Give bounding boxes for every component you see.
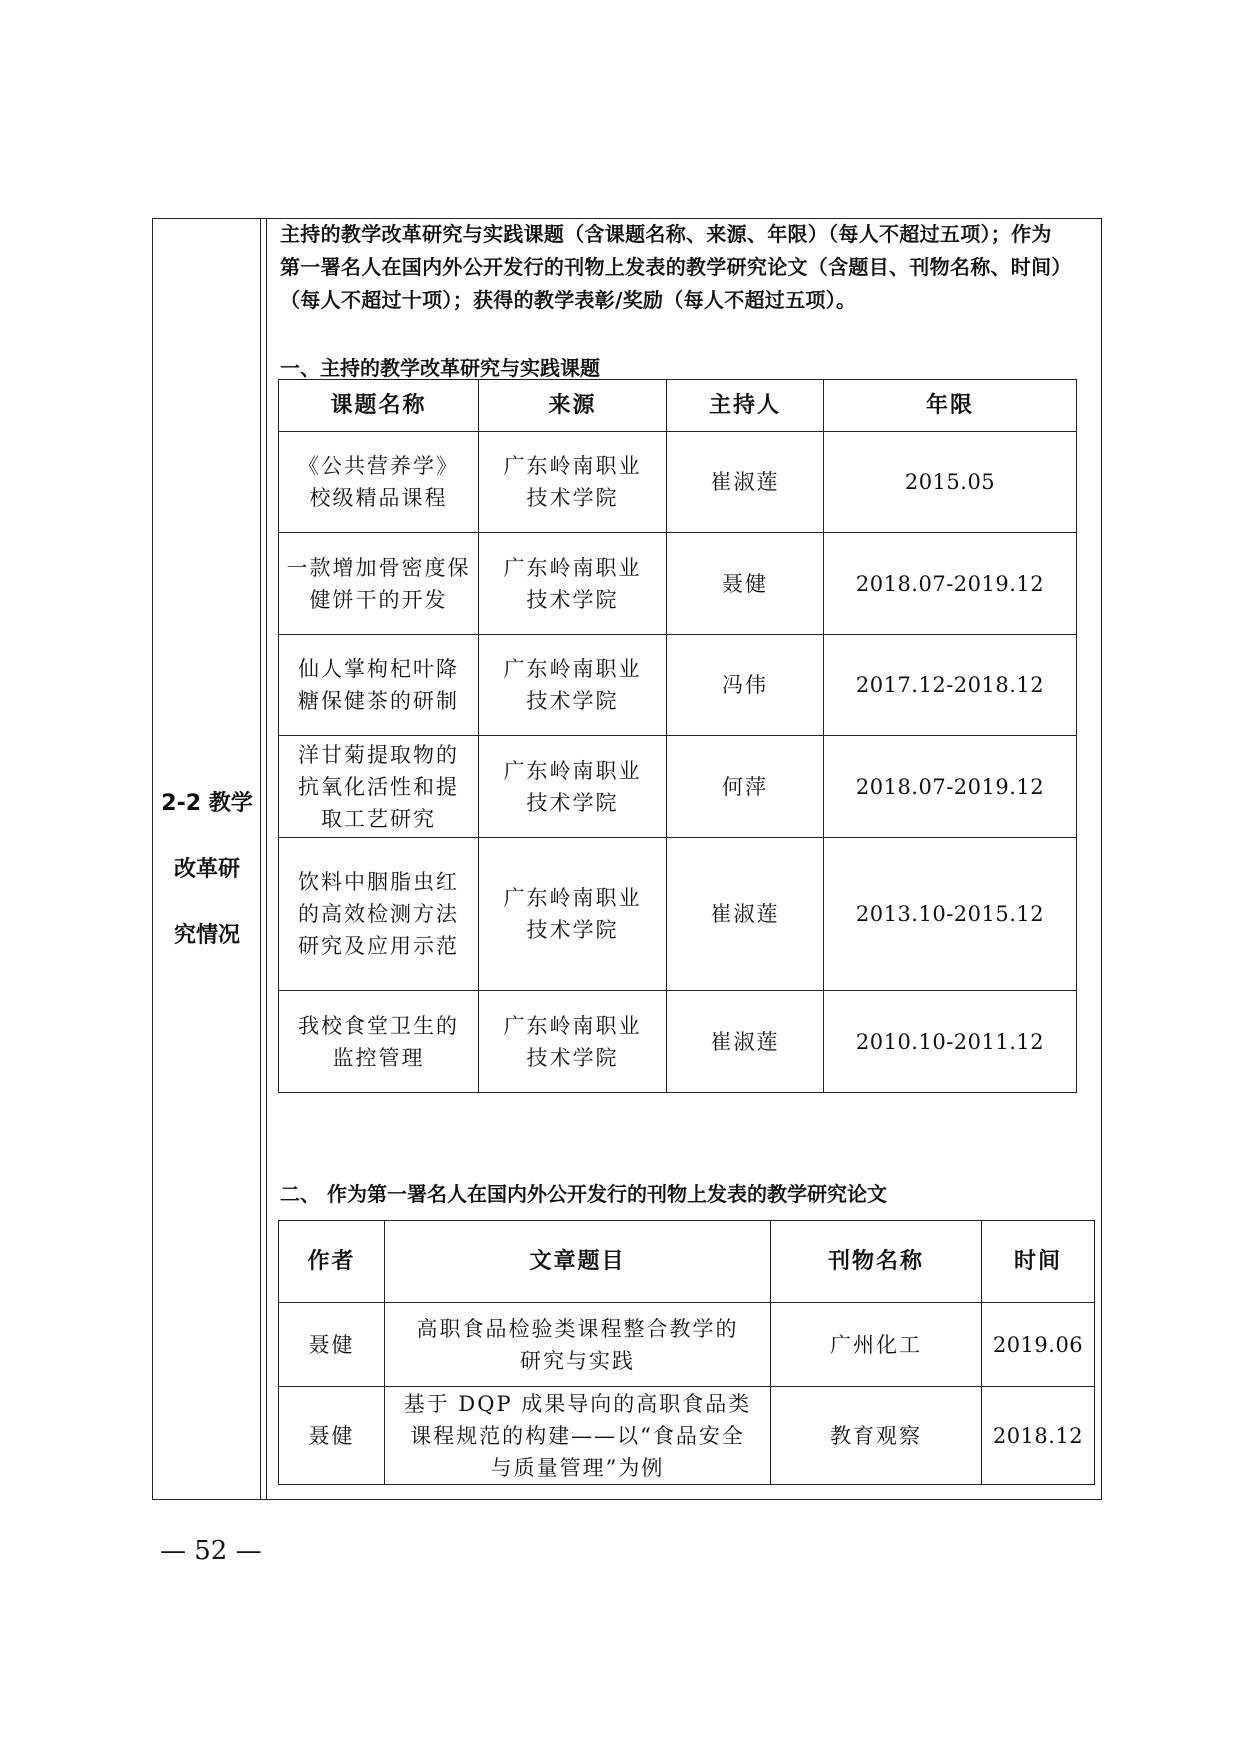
intro-instructions — [280, 218, 1102, 317]
period-cell: 2017.12-2018.12 — [824, 635, 1077, 736]
date-cell: 2018.12 — [982, 1387, 1095, 1485]
research-projects-table — [278, 379, 1077, 1093]
source-cell: 广东岭南职业 技术学院 — [479, 838, 667, 991]
project-name-cell: 饮料中胭脂虫红 的高效检测方法 研究及应用示范 — [279, 838, 479, 991]
section-label — [153, 771, 261, 969]
period-cell: 2018.07-2019.12 — [824, 533, 1077, 635]
table1-heading: 一、主持的教学改革研究与实践课题 — [280, 356, 600, 380]
table-row — [279, 635, 1077, 736]
project-name-cell: 《公共营养学》 校级精品课程 — [279, 432, 479, 533]
intro-line: （每人不超过十项）；获得的教学表彰/奖励（每人不超过五项）。 — [280, 288, 857, 312]
journal-cell: 广州化工 — [771, 1303, 982, 1387]
date-cell: 2019.06 — [982, 1303, 1095, 1387]
paper-title-cell: 基于 DQP 成果导向的高职食品类 课程规范的构建——以“食品安全 与质量管理”为例 — [385, 1387, 771, 1485]
column-header: 作者 — [279, 1221, 385, 1303]
project-name-cell: 洋甘菊提取物的 抗氧化活性和提 取工艺研究 — [279, 736, 479, 838]
table-row — [279, 432, 1077, 533]
host-cell: 何萍 — [667, 736, 824, 838]
column-header: 课题名称 — [279, 380, 479, 432]
papers-table — [278, 1220, 1095, 1485]
period-cell: 2013.10-2015.12 — [824, 838, 1077, 991]
table-header-row — [279, 380, 1077, 432]
table2-heading: 二、 作为第一署名人在国内外公开发行的刊物上发表的教学研究论文 — [280, 1182, 887, 1206]
period-cell: 2015.05 — [824, 432, 1077, 533]
author-cell: 聂健 — [279, 1387, 385, 1485]
source-cell: 广东岭南职业 技术学院 — [479, 635, 667, 736]
column-header: 刊物名称 — [771, 1221, 982, 1303]
table-row — [279, 838, 1077, 991]
source-cell: 广东岭南职业 技术学院 — [479, 991, 667, 1093]
section-label-line: 改革研 — [173, 857, 240, 882]
host-cell: 崔淑莲 — [667, 838, 824, 991]
source-cell: 广东岭南职业 技术学院 — [479, 533, 667, 635]
table-row — [279, 991, 1077, 1093]
column-header: 文章题目 — [385, 1221, 771, 1303]
host-cell: 崔淑莲 — [667, 991, 824, 1093]
project-name-cell: 我校食堂卫生的 监控管理 — [279, 991, 479, 1093]
intro-line: 第一署名人在国内外公开发行的刊物上发表的教学研究论文（含题目、刊物名称、时间） — [280, 255, 1072, 279]
project-name-cell: 仙人掌枸杞叶降 糖保健茶的研制 — [279, 635, 479, 736]
author-cell: 聂健 — [279, 1303, 385, 1387]
table-row — [279, 1303, 1095, 1387]
intro-line: 主持的教学改革研究与实践课题（含课题名称、来源、年限）（每人不超过五项）；作为 — [280, 222, 1052, 246]
project-name-cell: 一款增加骨密度保 健饼干的开发 — [279, 533, 479, 635]
paper-title-cell: 高职食品检验类课程整合教学的 研究与实践 — [385, 1303, 771, 1387]
section-label-line: 2-2 教学 — [161, 791, 253, 816]
column-header: 时间 — [982, 1221, 1095, 1303]
table-row — [279, 1387, 1095, 1485]
table-header-row — [279, 1221, 1095, 1303]
host-cell: 聂健 — [667, 533, 824, 635]
period-cell: 2010.10-2011.12 — [824, 991, 1077, 1093]
source-cell: 广东岭南职业 技术学院 — [479, 432, 667, 533]
form-label-column — [153, 219, 267, 1499]
column-header: 来源 — [479, 380, 667, 432]
host-cell: 崔淑莲 — [667, 432, 824, 533]
host-cell: 冯伟 — [667, 635, 824, 736]
column-header: 主持人 — [667, 380, 824, 432]
period-cell: 2018.07-2019.12 — [824, 736, 1077, 838]
table-row — [279, 736, 1077, 838]
section-label-line: 究情况 — [173, 923, 240, 948]
journal-cell: 教育观察 — [771, 1387, 982, 1485]
source-cell: 广东岭南职业 技术学院 — [479, 736, 667, 838]
page-number: — 52 — — [160, 1536, 262, 1566]
column-header: 年限 — [824, 380, 1077, 432]
table-row — [279, 533, 1077, 635]
